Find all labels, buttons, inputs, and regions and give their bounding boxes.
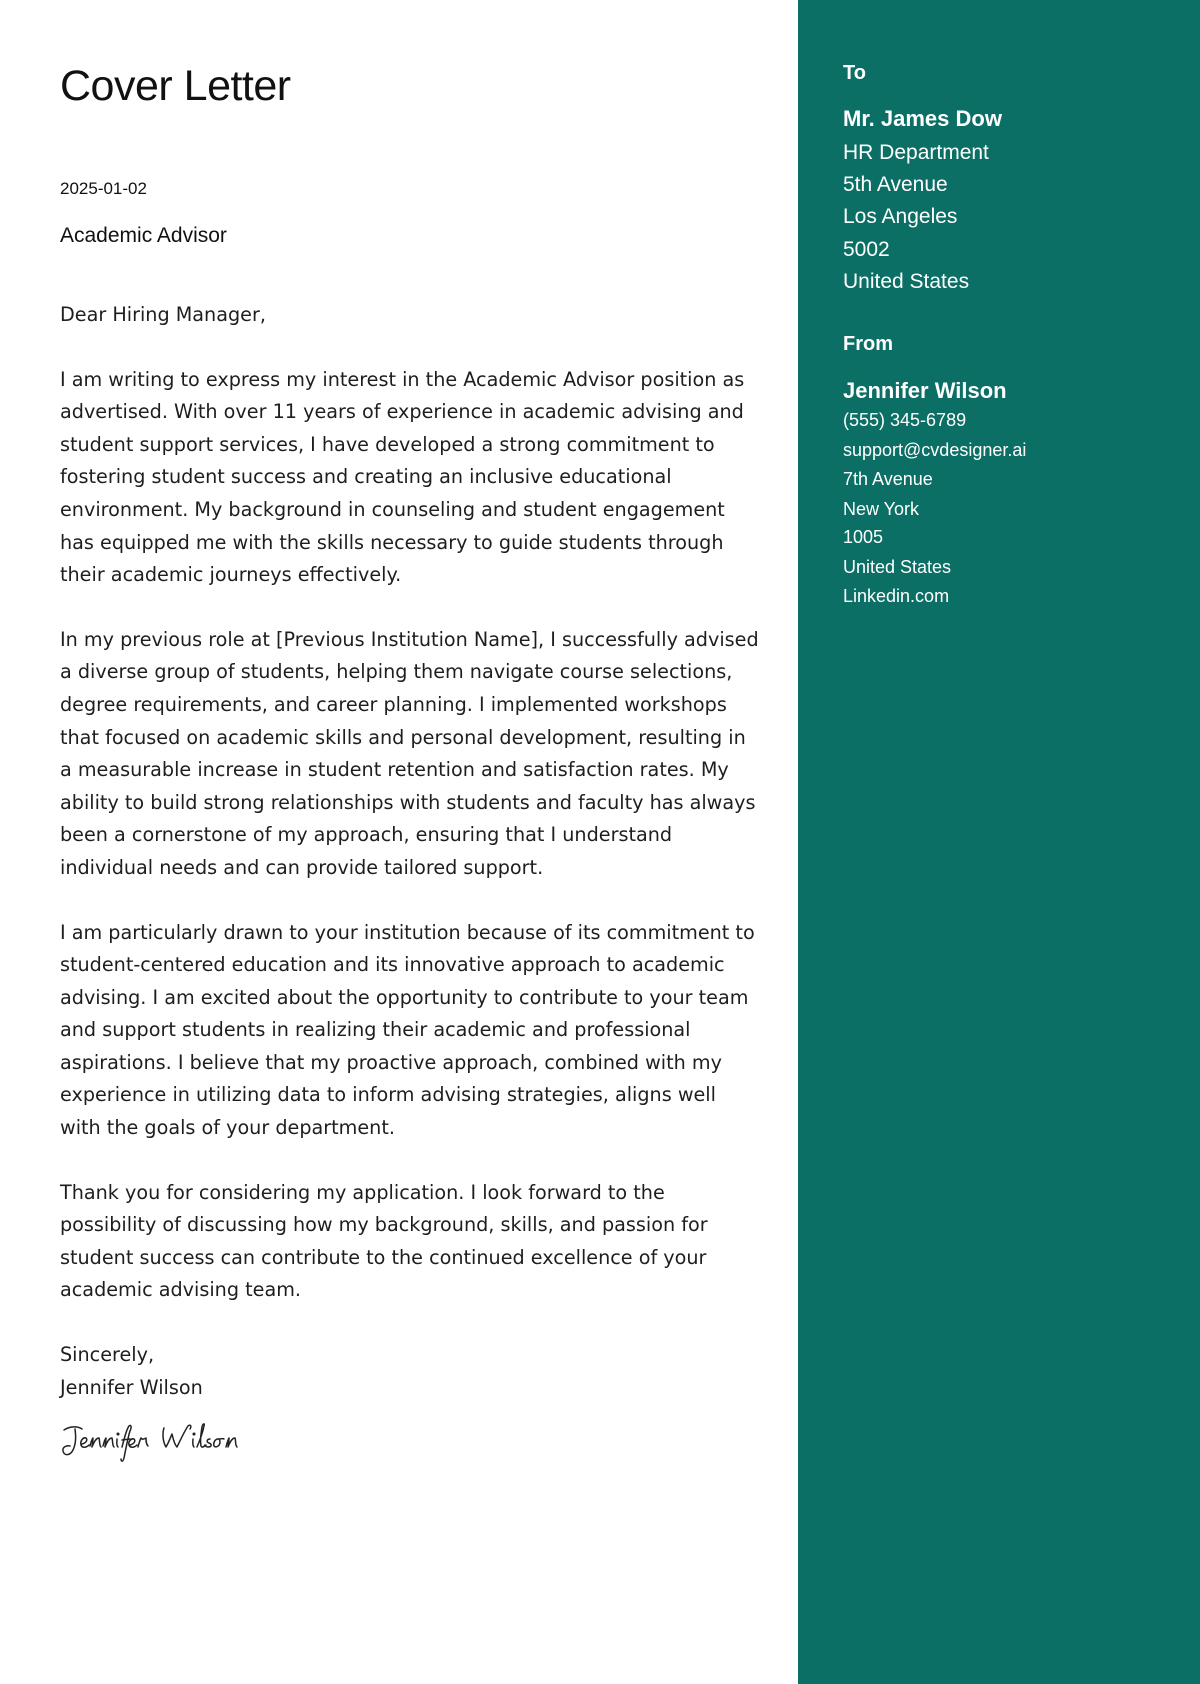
sender-street: 7th Avenue [843,469,933,489]
letter-paragraph-1: I am writing to express my interest in the Academic Advisor position as advertised. With over 11 years of experience in academic advising and student support services, I have developed a strong commitment to fostering student success and creating an inclusive educational environment. My background in counseling and student engagement has equipped me with the skills necessary to guide students through their academic journeys effectively. [60,367,745,587]
contact-sidebar [798,0,1200,1684]
recipient-zip: 5002 [843,238,890,261]
sender-website-link[interactable]: Linkedin.com [843,586,950,606]
recipient-country: United States [843,270,970,293]
recipient-street: 5th Avenue [843,173,948,196]
recipient-department: HR Department [843,141,989,164]
salutation: Dear Hiring Manager, [60,303,266,326]
page-title: Cover Letter [60,62,291,110]
letter-date: 2025-01-02 [60,179,147,198]
closing-phrase: Sincerely, [60,1343,155,1367]
letter-paragraph-3: I am particularly drawn to your institution because of its commitment to student-centered education and its innovative approach to academic advising. I am excited about the opportunity to contribute to your team and support students in realizing their academic and professional aspirations. I believe that my proactive approach, combined with my experience in utilizing data to inform advising strategies, aligns well with the goals of your department. [60,920,755,1140]
sender-city: New York [843,499,920,519]
closing-name: Jennifer Wilson [60,1375,203,1399]
recipient-city: Los Angeles [843,205,958,228]
sender-name: Jennifer Wilson [843,378,1007,403]
recipient-name: Mr. James Dow [843,106,1002,131]
sender-heading: From [843,333,893,355]
letter-body [60,299,760,1404]
position-title: Academic Advisor [60,224,227,247]
handwritten-signature [60,1420,320,1466]
recipient-heading: To [843,62,866,84]
letter-paragraph-4: Thank you for considering my application. I look forward to the possibility of discussing how my background, skills, and passion for student success can contribute to the continued excellence of your academic advising team. [60,1180,708,1302]
sender-zip: 1005 [843,527,884,547]
sender-phone[interactable]: (555) 345-6789 [843,410,967,430]
closing-block [60,1339,760,1404]
sender-email[interactable]: support@cvdesigner.ai [843,440,1027,460]
sender-country: United States [843,557,952,577]
letter-paragraph-2: In my previous role at [Previous Institution Name], I successfully advised a diverse group of students, helping them navigate course selections, degree requirements, and career planning. I implemented workshops that focused on academic skills and personal development, resulting in a measurable increase in student retention and satisfaction rates. My ability to build strong relationships with students and faculty has always been a cornerstone of my approach, ensuring that I understand individual needs and can provide tailored support. [60,627,759,879]
